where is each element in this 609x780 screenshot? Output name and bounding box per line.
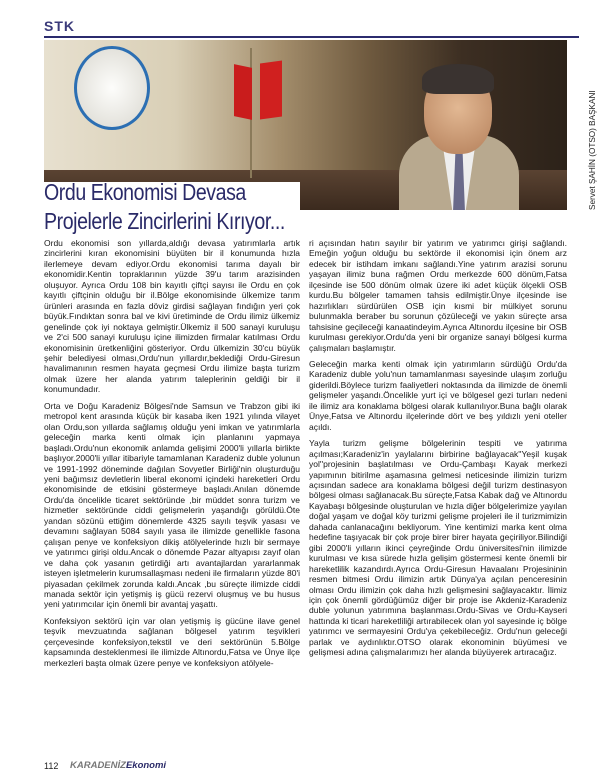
paragraph: Konfeksiyon sektörü için var olan yetişmiş iş gücüne ilave genel teşvik mevzuatında sağlanan bölgesel yatırım teşvikleri çerçevesinde konfeksiyon,tekstil ve deri sektörünün 5.Bölge kapsamında desteklenmesi ile ilimizde Altınordu,Fatsa ve Ünye ilçe merkezleri başta olmak üzere penye ve konfeksiyon atölyele- <box>44 615 300 668</box>
paragraph: ri açısından hatırı sayılır bir yatırım ve yatırımcı girişi sağlandı. Emeğin yoğun olduğu bu sektörde il ekonomisi için önem arz edecek bir istihdam imkanı sağlandı.Yine yatırım arazisi sorunu yaşayan ilimiz buna rağmen Ordu merkezde 600 dönüm,Fatsa ilçesinde ise 500 dönüm olmak üzere iki adet küçük ölçekli OSB kurdu.Bu bölgeler tamamen tahsis edilmiştir.Ünye ilçesinde ise hazırlıkları sürdürülen OSB için kısmi bir mülkiyet sorunu bulunmakla beraber bu sorunun çözüleceği ve yakın süreçte arsa tahsisine geçileceği kanaatindeyim.Ayrıca Altınordu ilçesine bir OSB kurulması gerekiyor.Ordu'da yeni bir organize sanayi bölgesi kurma çalışmaları başlamıştır. <box>309 238 567 353</box>
paragraph: Orta ve Doğu Karadeniz Bölgesi'nde Samsun ve Trabzon gibi iki metropol kent arasında küçük bir kasaba iken 1921 yılında vilayet olan Ordu,son yıllarda sağlamış olduğu yeni imkan ve yatırımlarla geleceğin marka kenti olmak için planlanını yapmaya başladı.Ordu'nun ekonomik anlamda gelişimi 2000'li yıllarla birlikte başlıyor.2000'li yıllar itibariyle tamamlanan Karadeniz duble yolunun ve 1991-1992 döneminde dağılan Sovyetler Birliği'nin oluşturduğu yeni bağımsız devletlerin liberal ekonomi içindeki hareketleri Ordu ekonomisinde de etkisini göstermeye başladı.Anılan dönemde Ordu'da öncelikle ticaret sektöründe ,bir müddet sonra turizm ve hizmetler sektöründe ciddi gelişmelerin yaşandığı görüldü.Öte yandan sözünü ettiğim dönemlerde 4325 sayılı teşvik yasası ve devamını sağlayan 5084 sayılı yasa ile ilimizde genellikle fasona çalışan penye ve konfeksiyon dikiş atölyelerinde hızlı bir sermaye ve yatırımcı girişi oldu.Ancak o dönemde Pazar altyapısı zayıf olan ve daha çok yasanın getirdiği artı avantajlardan yararlanmak isteyen işletmelerin kurumsallaşması nedeni ile firmaların yüzde 80'i piyasadan çekilmek zorunda kaldı.Ancak ,bu süreçte ilimizde ciddi manada sektör için yetişmiş iş gücü rezervi oluşmuş ve bu husus yeni yatırımcılar için önemli bir avantaj yaşattı. <box>44 400 300 610</box>
page-footer <box>44 761 567 775</box>
title-line-1: Ordu Ekonomisi Devasa <box>44 179 246 205</box>
article-title <box>44 178 325 236</box>
magazine-logo: KARADENİZEkonomi <box>70 760 167 771</box>
page-number: 112 <box>44 761 59 771</box>
paragraph: Yayla turizm gelişme bölgelerinin tespiti ve yatırıma açılması;Karadeniz'in yaylalarını birbirine bağlayacak''Yeşil kuşak yol''projesinin başlatılması ve Ordu-Çambaşı Kayak merkezi yapımının bitirilme aşamasına gelmesi neticesinde ilimizin turizm açısından sadece ara konaklama bölgesi değil turizm destinasyon bölgesi olması sağlanacak.Bu süreçte,Fatsa Kabak dağ ve Altınordu Kayabaşı bölgesinde oluşturulan ve hızla diğer bölgelerimize yayılan doğal yaşam ve doğal köy turizmi gelişme projeleri ile il turizmimizin dahada canlanacağını bekliyorum. Yine kentimizi marka kent olma hedefine taşıyacak bir çok proje birer birer hayata geçiriliyor.Bilindiği gibi 2000'li yılların ikinci çeyreğinde Ordu üniversitesi'nin ilimizde kurulması ve kısa sürede hızla gelişim göstermesi kente önemli bir hareketlilik kazandırdı.Ayrıca Ordu-Giresun Havaalanı Projesininin resmen bitmesi Ordu ilimizin artık Dünya'ya açılan penceresinin olması Ordu ilimizin çok daha hızlı gelişmesini sağlayacaktır. İlimiz için çok önemli gördüğümüz diğer bir proje ise Akdeniz-Karadeniz duble yolunun yatırımına başlanması.Ordu-Sivas ve Ordu-Kayseri hattında ki ticari hareketliliği artırabilecek olan yol sayesinde iç bölge yatırımcı ve sermayesini Ordu'ya çekebileceğiz. Ordu'nun geleceği parlak ve aydınlıktır.OTSO olarak ekonominin büyümesi ve gelişmesi adına çalışmalarımızı her alanda büyüyerek artıracağız. <box>309 438 567 658</box>
flag-image <box>234 64 252 120</box>
paragraph: Geleceğin marka kenti olmak için yatırımların sürdüğü Ordu'da Karadeniz duble yolu'nun tamamlanması sayesinde ulaşım zorluğu giderildi.Böylece turizm faaliyetleri noktasında da ilimizde de önemli gelişmeler yaşandı.Öncelikle yurt içi ve bölgesel gezi turları nedeni ile ilimiz ara konaklama bölgesi olarak kullanılıyor.Buna bağlı olarak Ünye,Fatsa ve Altınordu ilçelerinde dört ve beş yıldızlı yeni oteller açıldı. <box>309 358 567 432</box>
page-header <box>0 0 609 38</box>
article-column-right <box>309 238 567 664</box>
flag-image <box>260 60 282 119</box>
section-label: STK <box>44 18 75 34</box>
paragraph: Ordu ekonomisi son yıllarda,aldığı devasa yatırımlarla artık zincirlerini kıran ekonomisini büyüten bir il konumunda hızla ilerlemeye devam ediyor.Ordu ekonomisi tarıma dayalı bir ekonomidir.Kentin topraklarının yüzde 39'u tarım arazisinden oluşuyor. Ayrıca Ordu 108 bin kayıtlı çiftçi sayısı ile Ordu en çok kayıtlı çiftçinin olduğu bir il.Bölge ekonomisinde ülkemize tarım ürünleri arasında en fazla döviz girdisi sağlayan fındığın yeri çok büyük.Fındıktan sonra bal ve kivi üretiminde de Ordu ilimiz ülkemiz genelinde çok iyi noktaya gelmiştir.Ülkemiz il 500 sanayi kuruluşu ve 2'ci 500 sanayi kuruluşu içine ilimizden firmalar katılması Ordu ekonomisinin üretkenliğini gösteriyor. Ordu ülkemizin 30'cu büyük şehir belediyesi olması,Ordu'nun yıllardır,beklediği Ordu-Giresun havalimanının resmen hayata geçmesi Ordu ilimize başta turizm olmak üzere her alanda yatırım taleplerinin geldiği bir il konumundadır. <box>44 238 300 395</box>
municipal-emblem-image <box>74 46 150 130</box>
title-line-2: Projelerle Zincirlerini Kırıyor... <box>44 208 285 234</box>
article-column-left <box>44 238 300 674</box>
header-rule <box>44 36 579 38</box>
photo-caption: Servet ŞAHİN (OTSO) BAŞKANI <box>588 90 597 210</box>
